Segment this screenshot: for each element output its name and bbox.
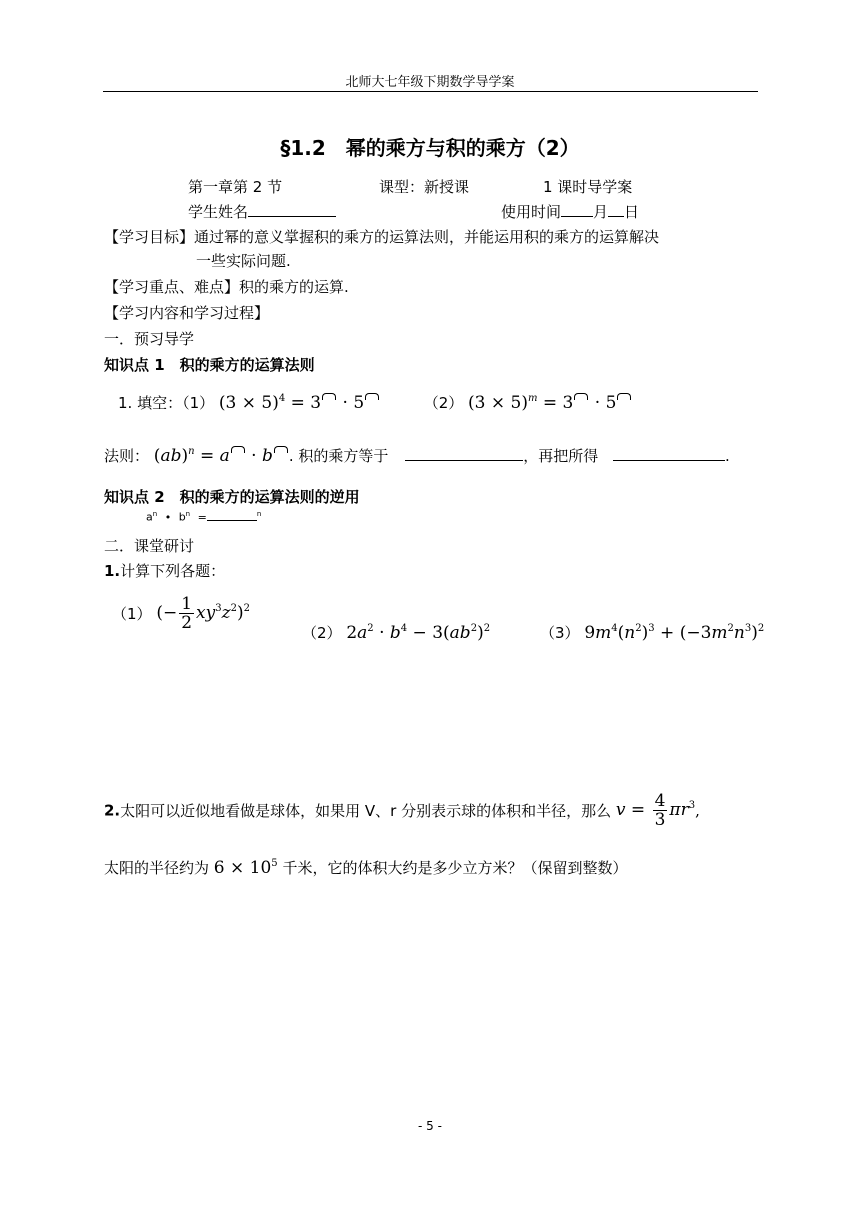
usage-time-row xyxy=(501,201,639,222)
exp-n: n xyxy=(185,510,191,518)
fill-item-1-number: （1） xyxy=(182,394,215,412)
q1-item-1 xyxy=(112,595,250,632)
sphere-volume-formula: v = $\frac{4}{3}$ $\pi r^3$ xyxy=(615,791,696,830)
rule-blank-1[interactable] xyxy=(405,460,523,461)
lesson-type: 课型：新授课 xyxy=(379,178,470,196)
rule-line xyxy=(104,445,730,466)
rule-expression: (ab)$^n$ = a · b xyxy=(154,446,289,466)
page-number: - 5 - xyxy=(418,1119,442,1133)
question-1-number: 1. xyxy=(104,562,121,580)
student-name-blank[interactable] xyxy=(248,216,336,217)
page-header: 北师大七年级下期数学导学案 xyxy=(345,75,515,90)
q1-item-2-number: （2） xyxy=(302,624,342,642)
section-classroom: 二．课堂研讨 xyxy=(104,537,195,555)
inverse-rule-expression: $a^n$ • $b^n = ^n$ xyxy=(146,510,262,524)
rule-text-1: . 积的乘方等于 xyxy=(288,447,389,465)
learning-goal-text-cont: 一些实际问题. xyxy=(196,252,291,270)
q1-item-2-expression: $2a^2 \cdot b^4 - 3(ab^2)^2$ xyxy=(346,623,491,643)
day-label: 日 xyxy=(624,203,640,221)
chapter-label: 第一章第 2 节 xyxy=(188,178,283,196)
key-points-label: 【学习重点、难点】 xyxy=(104,278,240,296)
key-points xyxy=(104,276,349,297)
student-name-label: 学生姓名 xyxy=(188,203,249,221)
fill-blank-question xyxy=(118,392,632,413)
q1-item-3-expression: $9m^4(n^2)^3 + (-3m^2n^3)^2$ xyxy=(584,623,765,643)
question-2-text-1: 太阳可以近似地看做是球体，如果用 V、r 分别表示球的体积和半径，那么 xyxy=(120,802,612,820)
usage-time-label: 使用时间 xyxy=(501,203,562,221)
fill-blank-prefix: 1. 填空： xyxy=(118,394,183,412)
exponent-blank[interactable] xyxy=(274,446,288,453)
q1-item-1-expression: (− $\frac{1}{2}$ $xy^3z^2)^2$ xyxy=(156,594,250,633)
q1-item-1-number: （1） xyxy=(112,605,152,623)
month-label: 月 xyxy=(593,203,609,221)
learning-goal-label: 【学习目标】 xyxy=(104,228,195,246)
knowledge-point-2-heading: 知识点 2 积的乘方的运算法则的逆用 xyxy=(104,488,360,506)
student-name-row xyxy=(188,201,336,222)
key-points-text: 积的乘方的运算. xyxy=(239,278,349,296)
question-2-number: 2. xyxy=(104,801,121,820)
exponent-blank[interactable] xyxy=(322,393,336,400)
var-b: b xyxy=(178,510,186,524)
exp-n: n xyxy=(152,510,158,518)
knowledge-point-1-heading: 知识点 1 积的乘方的运算法则 xyxy=(104,356,315,374)
fill-item-2-number: （2） xyxy=(423,394,464,412)
question-2-text-3: 千米，它的体积大约是多少立方米？（保留到整数） xyxy=(282,859,628,877)
equals-sign: = xyxy=(197,510,207,524)
lesson-period: 1 课时导学案 xyxy=(543,178,633,196)
inverse-rule-blank[interactable] xyxy=(207,520,257,521)
sun-radius-expression: $6 \times 10^5$ xyxy=(213,858,278,878)
rule-blank-2[interactable] xyxy=(613,460,725,461)
content-label: 【学习内容和学习过程】 xyxy=(104,304,270,322)
exp-n: n xyxy=(256,510,262,518)
q1-item-3-number: （3） xyxy=(540,624,580,642)
rule-end: . xyxy=(725,447,730,465)
question-1-text: 计算下列各题： xyxy=(120,562,226,580)
fill-item-1-expression: $(3 \times 5)^4 = 3 \cdot 5$ xyxy=(219,393,380,413)
month-blank[interactable] xyxy=(561,216,593,217)
header-rule xyxy=(103,91,758,92)
learning-goal-text: 通过幂的意义掌握积的乘方的运算法则，并能运用积的乘方的运算解决 xyxy=(194,228,660,246)
rule-label: 法则： xyxy=(104,447,150,465)
question-2-text-2: 太阳的半径约为 xyxy=(104,859,210,877)
exponent-blank[interactable] xyxy=(574,393,588,400)
fill-item-2-expression: $(3 \times 5)^m = 3 \cdot 5$ xyxy=(468,393,632,413)
question-2-line-2 xyxy=(104,857,627,878)
rule-text-2: ，再把所得 xyxy=(523,447,599,465)
exponent-blank[interactable] xyxy=(365,393,379,400)
q1-item-3 xyxy=(540,622,764,643)
page-title: §1.2 幂的乘方与积的乘方（2） xyxy=(280,136,580,160)
var-a: a xyxy=(146,510,153,524)
learning-goal xyxy=(104,226,659,247)
exponent-blank[interactable] xyxy=(231,446,245,453)
day-blank[interactable] xyxy=(608,216,624,217)
exponent-blank[interactable] xyxy=(617,393,631,400)
section-preview: 一．预习导学 xyxy=(104,330,195,348)
question-1 xyxy=(104,560,225,581)
question-2: 2.太阳可以近似地看做是球体，如果用 V、r 分别表示球的体积和半径，那么 v = $\frac{4}{3}$ $\pi r^3$, xyxy=(104,791,700,830)
q1-item-2 xyxy=(302,622,490,643)
